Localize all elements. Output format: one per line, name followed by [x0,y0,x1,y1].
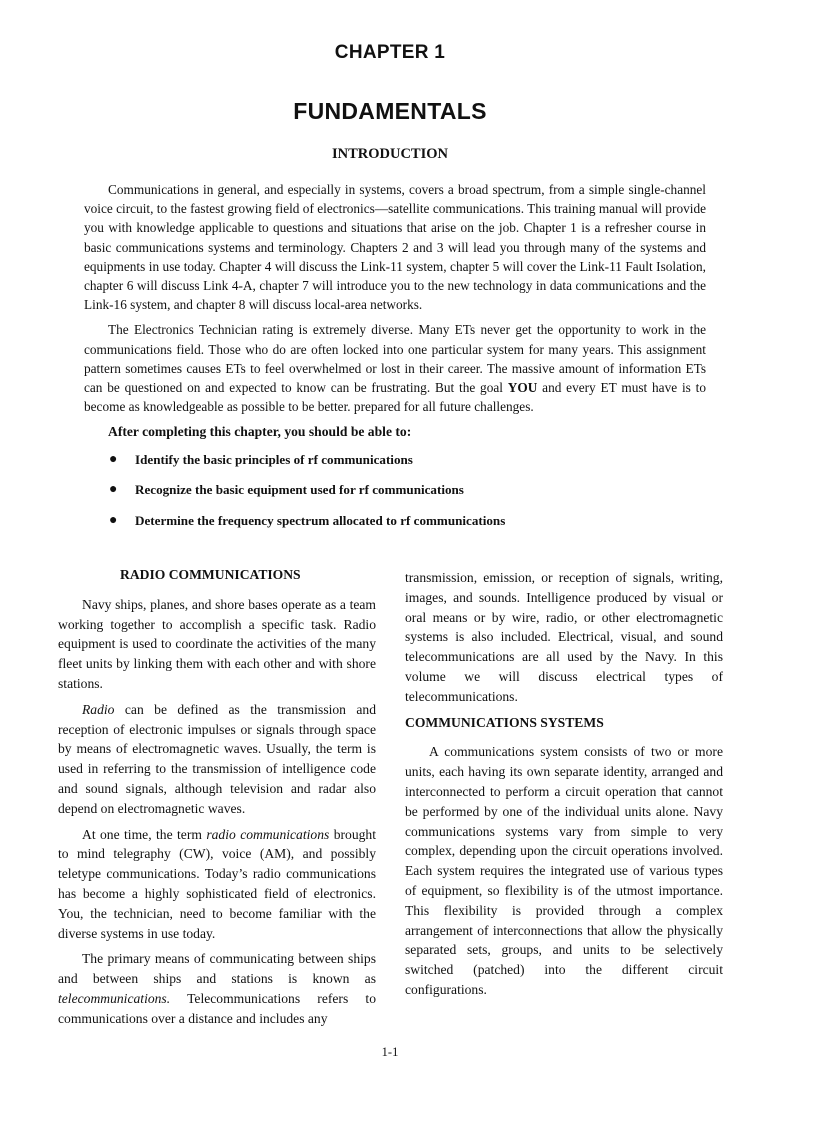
intro-paragraph-2-text-start: The Electronics Technician rating is extremely diverse. Many ETs never get the opportunity to work in the communications field. Those who do are often locked into one particular system for many years. This assignment pattern sometimes causes ETs to feel overwhelmed or lost in their career. The massive amount of information ETs can be questioned on and expected to know can be frustrating. But the goal [84,322,706,396]
intro-paragraph-1: Communications in general, and especially in systems, covers a broad spectrum, from a simple single-channel voice circuit, to the fastest growing field of electronics—satellite communications. This training manual will provide you with knowledge applicable to questions and situations that arise on the job. Chapter 1 is a refresher course in basic communications systems and terminology. Chapters 2 and 3 will lead you through many of the systems and equipments in use today. Chapter 4 will discuss the Link-11 system, chapter 5 will cover the Link-11 Fault Isolation, chapter 6 will discuss Link 4-A, chapter 7 will introduce you to the new technology in data communications and the Link-16 system, and chapter 8 will discuss local-area networks. [84,182,706,313]
communications-systems-heading: COMMUNICATIONS SYSTEMS [405,714,604,730]
term-telecommunications: telecommunications. [58,990,171,1006]
intro-paragraph-2-text-end: and every ET must have is to become as knowledgeable as possible to be better. prepared for all future challenges. [84,380,706,415]
right-column [405,568,723,1006]
bullet-icon: ● [109,512,118,528]
objective-text: Identify the basic principles of rf communications [135,451,413,467]
intro-paragraph-2-emphasis: YOU [507,380,538,396]
objectives-list [84,450,706,542]
intro-heading: INTRODUCTION [331,146,448,162]
radio-communications-heading: RADIO COMMUNICATIONS [120,567,301,582]
right-paragraph-2: A communications system consists of two or more units, each having its own separate identity, arranged and interconnected to perform a circuit operation that cannot be performed by one of the individual units alone. Navy communications systems vary from simple to very complex, depending upon the circuit operations involved. Each system requires the integrated use of various types of equipment, so flexibility is of the utmost importance. This flexibility is provided through a complex arrangement of interconnections that allow the physically separated sets, groups, and units to be selectively switched (patched) into the different circuit configurations. [405,744,723,997]
objective-text: Recognize the basic equipment used for rf communications [135,482,464,498]
left-paragraph-3 [58,825,376,944]
left-paragraph-2-text: can be defined as the transmission and reception of electronic impulses or signals through space by means of electromagnetic waves. Usually, the term is used in referring to the transmission of intelligence code and sound signals, although television and radar also depend on electromagnetic waves. [58,701,376,816]
chapter-label: CHAPTER 1 [334,42,446,63]
left-paragraph-3-text-start: At one time, the term [82,826,207,842]
left-paragraph-4 [58,949,376,1028]
term-radio: Radio [82,701,115,717]
objectives-lead: After completing this chapter, you should be able to: [108,424,412,440]
right-paragraph-1: transmission, emission, or reception of signals, writing, images, and sounds. Intelligence produced by visual or oral means or by wire, radio, or other electromagnetic systems is also included. Electrical, visual, and sound telecommunications are all used by the Navy. In this volume we will discuss electrical types of telecommunications. [405,570,723,704]
page-number: 1-1 [381,1045,399,1059]
objective-item [84,511,706,542]
introduction-section [84,180,706,541]
left-paragraph-1: Navy ships, planes, and shore bases operate as a team working together to accomplish a specific task. Radio equipment is used to coordinate the activities of the many fleet units by linking them with each other and with shore stations. [58,596,376,691]
left-paragraph-4-text-end: Telecommunications refers to communications over a distance and includes any [58,990,376,1026]
objective-text: Determine the frequency spectrum allocated to rf communications [135,512,506,528]
left-paragraph-3-text-end: brought to mind telegraphy (CW), voice (AM), and possibly teletype communications. Today’s radio communications has become a highly sophisticated field of electronics. You, the technician, need to become familiar with the diverse systems in use today. [58,826,376,941]
bullet-icon: ● [109,451,118,467]
bullet-icon: ● [109,482,118,498]
intro-paragraph-2 [84,320,706,416]
objective-item [84,450,706,481]
chapter-title: FUNDAMENTALS [293,98,487,124]
left-paragraph-2 [58,700,376,819]
term-radio-communications: radio communications [206,826,330,842]
left-column [58,565,376,1035]
left-paragraph-4-text-start: The primary means of communicating between ships and between ships and stations is known as [58,951,376,987]
objective-item [84,480,706,511]
